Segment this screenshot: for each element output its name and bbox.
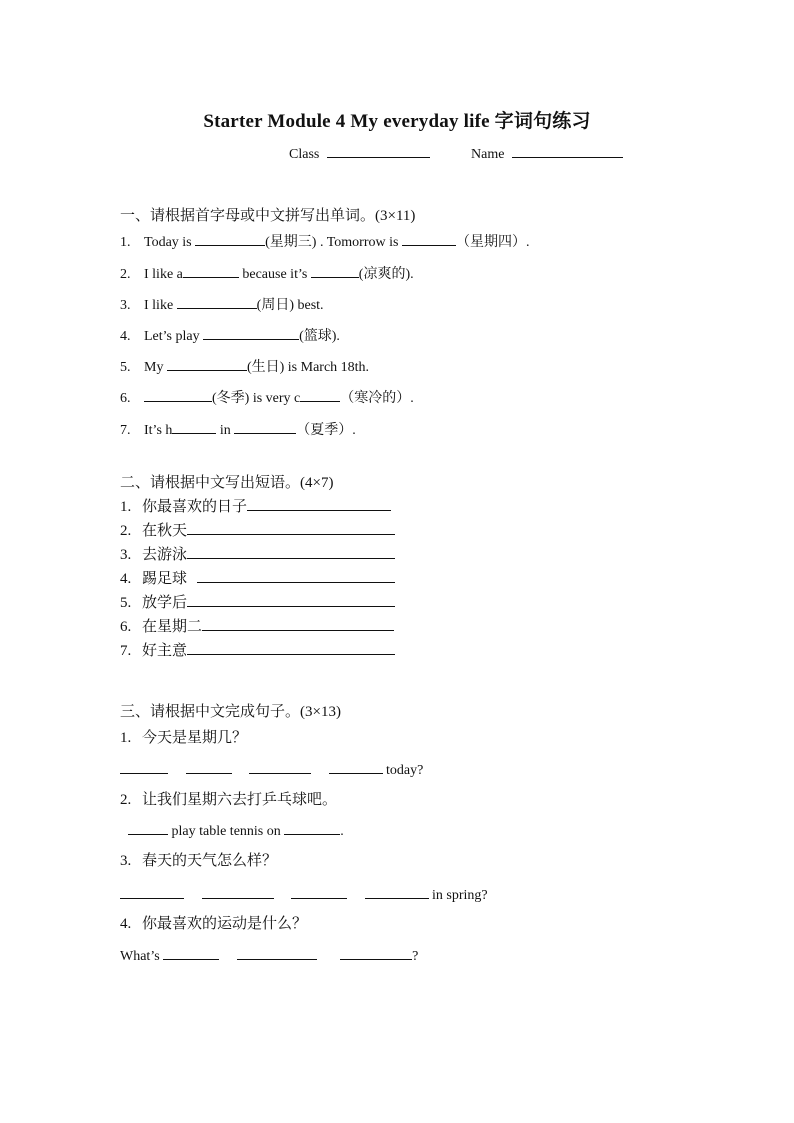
answer-blank[interactable] <box>120 759 168 774</box>
section1-heading: 一、请根据首字母或中文拼写出单词。(3×11) <box>120 208 416 224</box>
answer-blank[interactable] <box>202 884 274 899</box>
answer-blank[interactable] <box>365 884 429 899</box>
name-label: Name <box>471 147 505 162</box>
class-field <box>289 143 430 163</box>
answer-blank[interactable] <box>340 945 412 960</box>
answer-blank[interactable] <box>202 616 394 631</box>
s3-answer-4: What’s ? <box>120 945 418 965</box>
answer-blank[interactable] <box>120 884 184 899</box>
s3-question-2: 2. 让我们星期六去打乒乓球吧。 <box>120 792 338 808</box>
answer-blank[interactable] <box>249 759 311 774</box>
name-field <box>471 143 623 163</box>
answer-blank[interactable] <box>187 640 395 655</box>
s3-answer-2: play table tennis on . <box>128 820 344 840</box>
s3-question-4: 4. 你最喜欢的运动是什么？ <box>120 916 308 932</box>
answer-blank[interactable] <box>197 568 395 583</box>
answer-blank[interactable] <box>144 387 212 402</box>
answer-blank[interactable] <box>402 231 456 246</box>
answer-blank[interactable] <box>183 263 239 278</box>
answer-blank[interactable] <box>167 356 247 371</box>
s2-item-7: 7. 好主意 <box>120 639 395 660</box>
class-label: Class <box>289 147 320 162</box>
answer-blank[interactable] <box>237 945 317 960</box>
s2-item-1: 1. 你最喜欢的日子 <box>120 495 391 516</box>
answer-blank[interactable] <box>247 496 391 511</box>
name-blank[interactable] <box>512 143 623 158</box>
s1-item-5: 5. My (生日) is March 18th. <box>120 356 369 376</box>
s1-item-2: 2. I like a because it’s (凉爽的). <box>120 263 414 283</box>
s1-item-1: 1. Today is (星期三) . Tomorrow is （星期四）. <box>120 231 529 251</box>
answer-blank[interactable] <box>187 544 395 559</box>
s3-answer-3: in spring? <box>120 884 488 904</box>
answer-blank[interactable] <box>187 592 395 607</box>
section3-heading: 三、请根据中文完成句子。(3×13) <box>120 704 341 720</box>
answer-blank[interactable] <box>311 263 359 278</box>
s1-item-3: 3. I like (周日) best. <box>120 294 324 314</box>
s1-item-7: 7. It’s h in （夏季）. <box>120 419 356 439</box>
class-blank[interactable] <box>327 143 430 158</box>
answer-blank[interactable] <box>300 387 340 402</box>
answer-blank[interactable] <box>128 820 168 835</box>
s1-item-6: 6. (冬季) is very c （寒冷的）. <box>120 387 414 407</box>
s2-item-5: 5. 放学后 <box>120 591 395 612</box>
s3-question-3: 3. 春天的天气怎么样？ <box>120 853 278 869</box>
answer-blank[interactable] <box>291 884 347 899</box>
s1-item-4: 4. Let’s play (篮球). <box>120 325 340 345</box>
answer-blank[interactable] <box>284 820 340 835</box>
s2-item-6: 6. 在星期二 <box>120 615 394 636</box>
s2-item-4: 4. 踢足球 <box>120 567 395 588</box>
s2-item-2: 2. 在秋天 <box>120 519 395 540</box>
s2-item-3: 3. 去游泳 <box>120 543 395 564</box>
answer-blank[interactable] <box>177 294 257 309</box>
s3-question-1: 1. 今天是星期几？ <box>120 730 248 746</box>
answer-blank[interactable] <box>186 759 232 774</box>
s3-answer-1: today? <box>120 759 423 779</box>
answer-blank[interactable] <box>203 325 299 340</box>
answer-blank[interactable] <box>234 419 296 434</box>
page-title: Starter Module 4 My everyday life 字词句练习 <box>203 111 591 132</box>
section2-heading: 二、请根据中文写出短语。(4×7) <box>120 475 334 491</box>
answer-blank[interactable] <box>195 231 265 246</box>
answer-blank[interactable] <box>329 759 383 774</box>
answer-blank[interactable] <box>172 419 216 434</box>
answer-blank[interactable] <box>163 945 219 960</box>
answer-blank[interactable] <box>187 520 395 535</box>
